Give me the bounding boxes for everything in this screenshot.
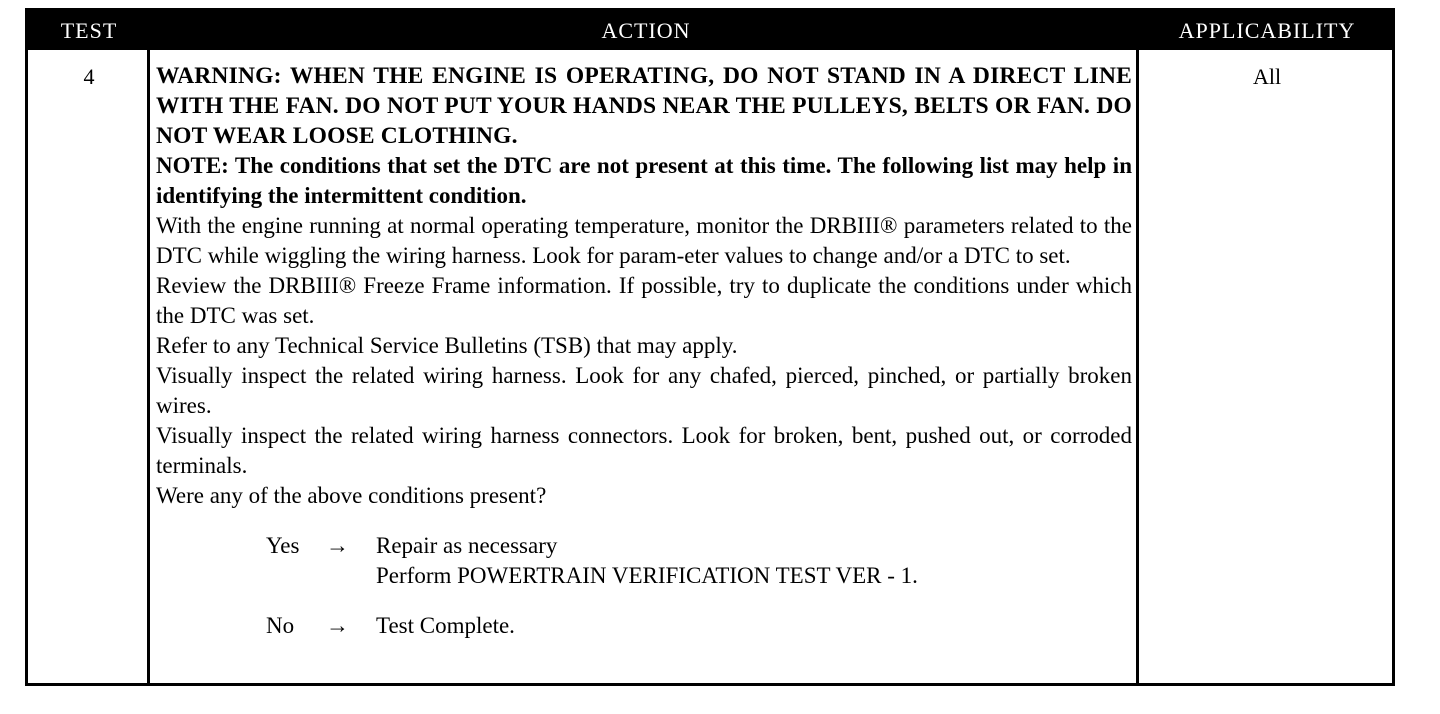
column-divider: [1136, 50, 1139, 683]
choice-yes: [266, 531, 1132, 591]
choice-no: [266, 611, 1132, 641]
test-number: 4: [83, 64, 95, 89]
action-paragraph: Refer to any Technical Service Bulletins (TSB) that may apply.: [156, 333, 738, 358]
yes-label: Yes: [266, 533, 300, 558]
table-header: [28, 11, 1392, 50]
arrow-right-icon: →: [326, 533, 349, 558]
question-text: Were any of the above conditions present?: [156, 483, 547, 508]
action-paragraph: With the engine running at normal operating temperature, monitor the DRBIII® parameters related to the DTC while wiggling the wiring harness. Look for param-eter values to change and/or a DTC to set.: [156, 213, 1132, 268]
note-text: NOTE: The conditions that set the DTC are not present at this time. The following list may help in identifying the intermittent condition.: [156, 153, 1132, 208]
column-divider: [147, 50, 150, 683]
no-label: No: [266, 613, 295, 638]
action-paragraph: Review the DRBIII® Freeze Frame information. If possible, try to duplicate the conditions under which the DTC was set.: [156, 273, 1132, 328]
no-result: [376, 611, 1132, 641]
applicability-value: All: [1252, 64, 1282, 89]
no-result-line1: Test Complete.: [376, 613, 515, 638]
action-paragraph: Visually inspect the related wiring harness connectors. Look for broken, bent, pushed out, or corroded terminals.: [156, 423, 1132, 478]
yes-result-line2: Perform POWERTRAIN VERIFICATION TEST VER - 1.: [376, 563, 918, 588]
arrow-right-icon: →: [326, 613, 349, 638]
header-applicability: APPLICABILITY: [1178, 18, 1356, 43]
warning-text: WARNING: WHEN THE ENGINE IS OPERATING, DO NOT STAND IN A DIRECT LINE WITH THE FAN. DO NOT PUT YOUR HANDS NEAR THE PULLEYS, BELTS OR FAN. DO NOT WEAR LOOSE CLOTHING.: [156, 63, 1132, 149]
answer-choices: [156, 531, 1132, 641]
header-test: TEST: [60, 18, 118, 43]
action-cell: [156, 61, 1132, 661]
diagnostic-table: [25, 8, 1395, 686]
header-action: ACTION: [601, 18, 691, 43]
yes-result: [376, 531, 1132, 591]
yes-result-line1: Repair as necessary: [376, 533, 558, 558]
action-paragraph: Visually inspect the related wiring harness. Look for any chafed, pierced, pinched, or partially broken wires.: [156, 363, 1132, 418]
